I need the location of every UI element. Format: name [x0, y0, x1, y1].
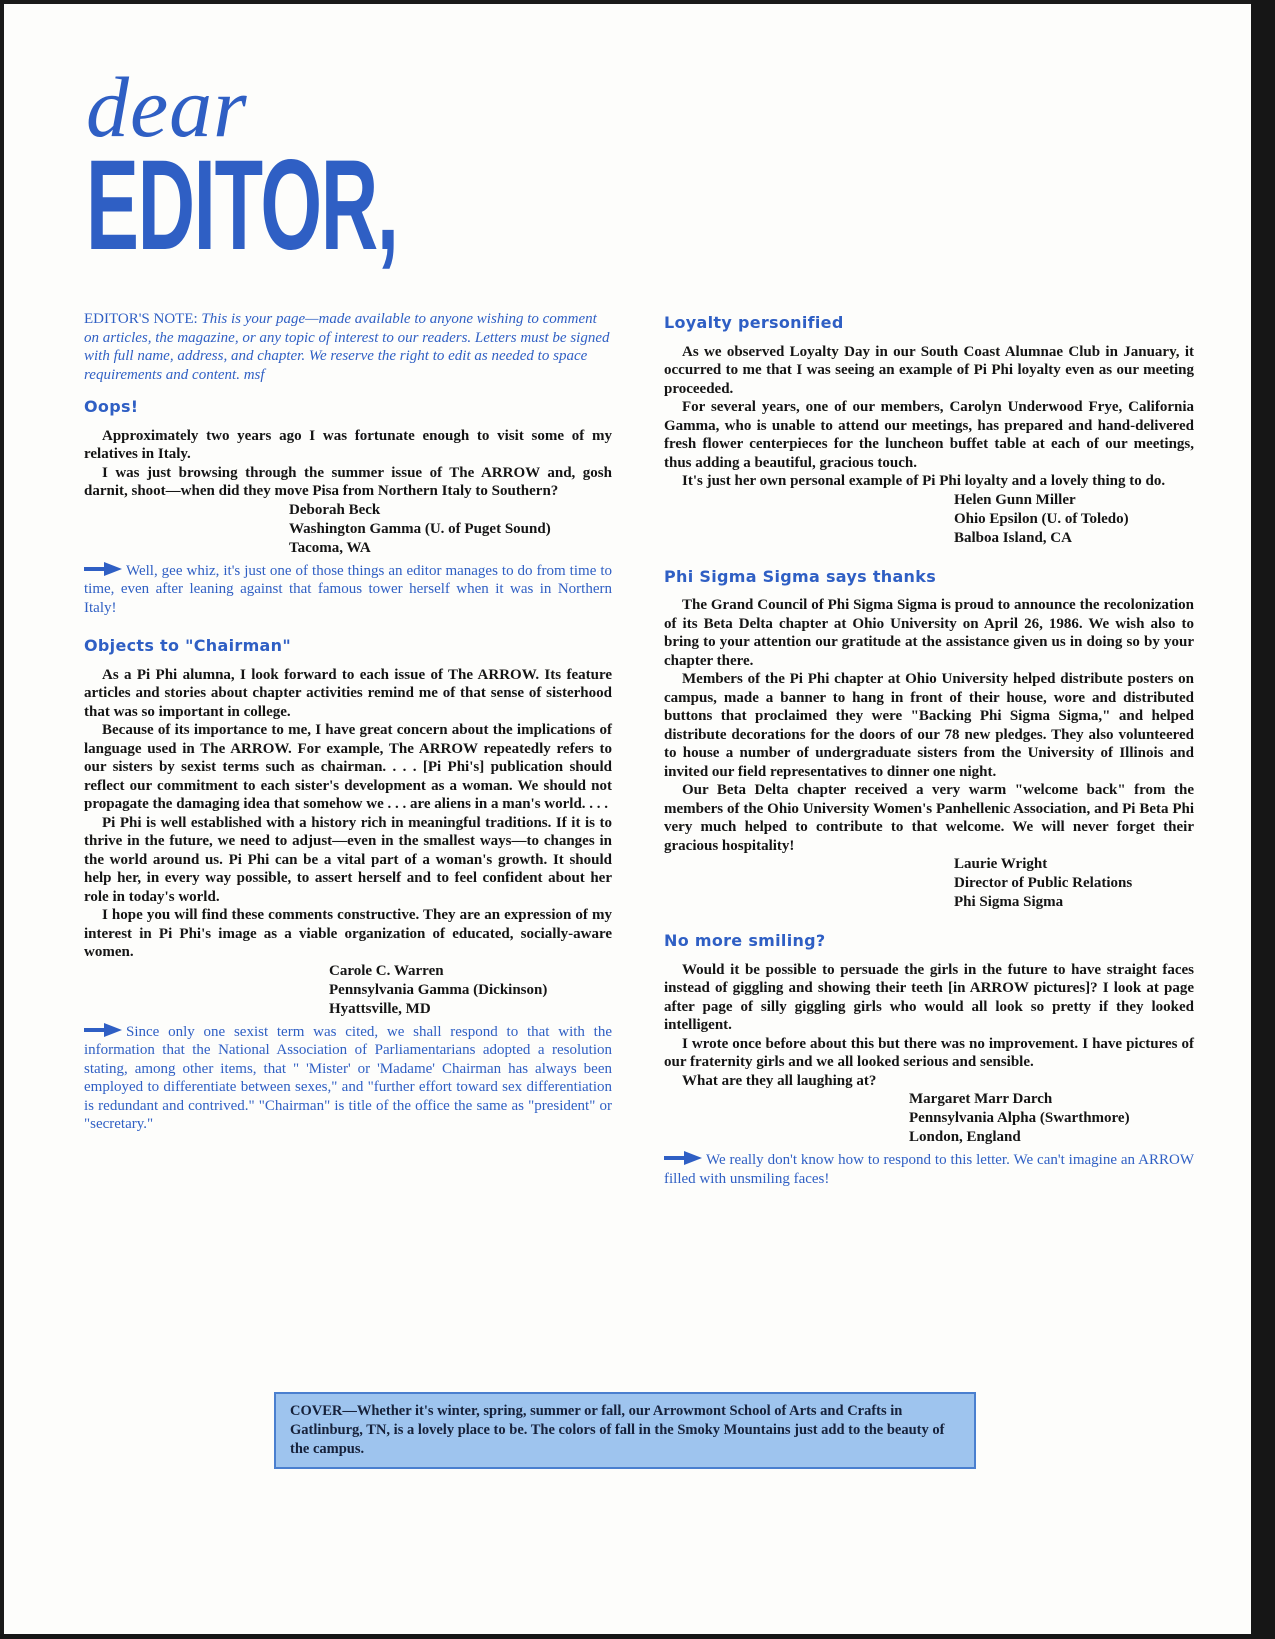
signature-name: Margaret Marr Darch [909, 1091, 1053, 1107]
letter-paragraph: The Grand Council of Phi Sigma Sigma is proud to announce the recolonization of its Beta Delta chapter at Ohio University on April 26, 1986. We wish also to bring to your attention our gratitude at the assistance given us in doing so by your chapter there. [664, 597, 1194, 669]
signature-chapter: Washington Gamma (U. of Puget Sound) [289, 520, 551, 537]
letter-heading: No more smiling? [664, 931, 826, 950]
editors-note-text: This is your page—made available to anyone wishing to comment on articles, the magazine, or any topic of interest to our readers. Letters must be signed with full name, address, and chapter. We reserve the right to edit as needed to space requirements and content. msf [84, 311, 610, 383]
letter-chairman [84, 637, 612, 1134]
letter-oops [84, 398, 612, 617]
letter-paragraph: I hope you will find these comments constructive. They are an expression of my interest in Pi Phi's image as a viable organization of educated, socially-aware women. [84, 907, 612, 960]
cover-caption: COVER—Whether it's winter, spring, summer or fall, our Arrowmont School of Arts and Crafts in Gatlinburg, TN, is a lovely place to be. The colors of fall in the Smoky Mountains just add to the beauty of the campus. [274, 1392, 976, 1469]
signature-chapter: Pennsylvania Alpha (Swarthmore) [909, 1110, 1130, 1126]
signature-location: Tacoma, WA [289, 539, 371, 556]
arrow-icon [664, 1151, 702, 1165]
signature-chapter: Ohio Epsilon (U. of Toledo) [954, 510, 1129, 527]
letter-paragraph: It's just her own personal example of Pi Phi loyalty and a lovely thing to do. [682, 473, 1166, 489]
letter-paragraph: I wrote once before about this but there was no improvement. I have pictures of our fraternity girls and we all looked serious and sensible. [664, 1035, 1194, 1070]
letter-paragraph: Would it be possible to persuade the girls in the future to have straight faces instead of giggling and showing their teeth [in ARROW pictures]? I look at page after page of silly giggling girls who would all look so pretty if they looked intelligent. [664, 961, 1194, 1033]
editor-response-text: Well, gee whiz, it's just one of those things an editor manages to do from time to time, even after leaning against that famous tower herself when it was in Northern Italy! [84, 562, 612, 616]
letter-paragraph: Approximately two years ago I was fortunate enough to visit some of my relatives in Italy. [84, 427, 612, 462]
letter-no-smiling [664, 932, 1194, 1188]
arrow-icon [84, 562, 122, 576]
editors-note-lead: EDITOR'S NOTE: [84, 311, 198, 327]
letter-paragraph: Our Beta Delta chapter received a very warm "welcome back" from the members of the Ohio University Women's Panhellenic Association, and Pi Beta Phi very much helped to contribute to that welcome. We will never forget their gracious hospitality! [664, 782, 1194, 854]
signature-name: Laurie Wright [954, 856, 1048, 872]
editors-note [84, 310, 612, 384]
page-edge [1251, 0, 1275, 1639]
letter-heading: Loyalty personified [664, 313, 844, 332]
right-column [664, 314, 1194, 1208]
masthead [86, 59, 589, 277]
editor-response [84, 562, 612, 618]
letter-heading: Oops! [84, 397, 139, 416]
editor-response [84, 1023, 612, 1134]
editor-response-text: We really don't know how to respond to this letter. We can't imagine an ARROW filled with unsmiling faces! [664, 1152, 1194, 1187]
left-column [84, 310, 612, 1154]
letter-paragraph: As we observed Loyalty Day in our South Coast Alumnae Club in January, it occurred to me that I was seeing an example of Pi Phi loyalty even as our meeting proceeded. [664, 343, 1194, 397]
masthead-dear: dear [86, 59, 248, 155]
letter-loyalty [664, 314, 1194, 548]
editor-response [664, 1151, 1194, 1188]
signature-name: Deborah Beck [289, 501, 381, 518]
magazine-page [4, 4, 1251, 1635]
signature-name: Carole C. Warren [329, 962, 444, 979]
signature-name: Helen Gunn Miller [954, 491, 1076, 508]
letter-paragraph: For several years, one of our members, Carolyn Underwood Frye, California Gamma, who is unable to attend our meetings, has prepared and hand-delivered fresh flower centerpieces for the luncheon buffet table at each of our meetings, thus adding a beautiful, gracious touch. [664, 399, 1194, 471]
arrow-icon [84, 1023, 122, 1037]
letter-phi-sigma [664, 568, 1194, 913]
letter-paragraph: What are they all laughing at? [682, 1072, 877, 1089]
letter-paragraph: As a Pi Phi alumna, I look forward to each issue of The ARROW. Its feature articles and stories about chapter activities remind me of that sense of sisterhood that was so important in college. [84, 666, 612, 720]
signature-title: Director of Public Relations [954, 875, 1133, 891]
signature-organization: Phi Sigma Sigma [954, 894, 1064, 910]
editor-response-text: Since only one sexist term was cited, we shall respond to that with the information that the National Association of Parliamentarians adopted a resolution stating, among other items, that " 'Mister' or 'Madame' Chairman has always been employed to differentiate between sexes," and "further effort toward sex differentiation is redundant and contrived." "Chairman" is title of the office the same as "president" or "secretary." [84, 1023, 612, 1132]
signature-chapter: Pennsylvania Gamma (Dickinson) [329, 981, 548, 998]
signature-location: London, England [909, 1129, 1021, 1145]
letter-paragraph: Pi Phi is well established with a history rich in meaningful traditions. If it is to thrive in the future, we need to adjust—even in the smallest ways—to changes in the world around us. Pi Phi can be a vital part of a woman's growth. It should help her, in every way possible, to assert herself and to feel confident about her role in today's world. [84, 814, 612, 905]
letter-heading: Phi Sigma Sigma says thanks [664, 566, 937, 586]
signature-location: Balboa Island, CA [954, 529, 1072, 546]
letter-paragraph: Because of its importance to me, I have great concern about the implications of language used in The ARROW. For example, The ARROW repeatedly refers to our sisters by sexist terms such as chairman. . . . [Pi Phi's] publication should reflect our commitment to each sister's development as a woman. We should not propagate the damaging idea that somehow we . . . are aliens in a man's world. . . . [84, 722, 612, 812]
letter-paragraph: Members of the Pi Phi chapter at Ohio University helped distribute posters on campus, made a banner to hang in front of their house, wore and distributed buttons that proclaimed they were "Backing Phi Sigma Sigma," and helped distribute decorations for the doors of our 78 new pledges. They also volunteered to house a number of undergraduate sisters from the University of Illinois and invited our field representatives to dinner one night. [664, 671, 1194, 780]
signature-location: Hyattsville, MD [329, 1000, 431, 1017]
letter-paragraph: I was just browsing through the summer issue of The ARROW and, gosh darnit, shoot—when did they move Pisa from Northern Italy to Southern? [84, 464, 612, 499]
letter-heading: Objects to "Chairman" [84, 636, 291, 655]
page-edge-bottom [0, 1634, 1275, 1639]
masthead-editor: EDITOR, [86, 134, 398, 277]
